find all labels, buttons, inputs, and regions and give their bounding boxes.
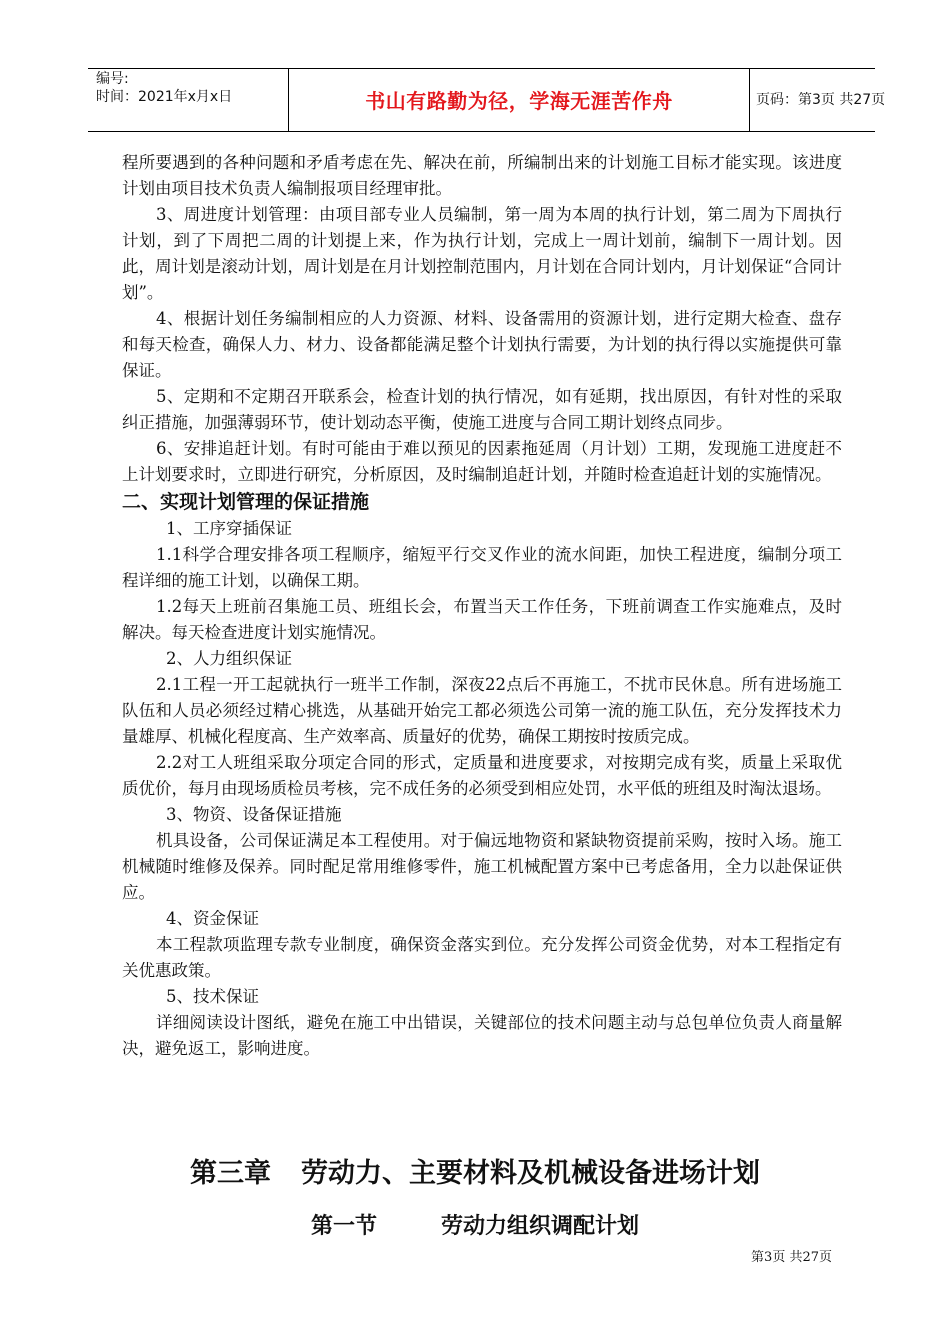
subheading-3: 3、物资、设备保证措施 [166, 805, 342, 824]
header-meta-cell [88, 69, 288, 131]
header-page-cell [748, 69, 886, 131]
document-body [122, 150, 842, 1062]
paragraph-item-3: 3、周进度计划管理：由项目部专业人员编制，第一周为本周的执行计划，第二周为下周执行计划，到了下周把二周的计划提上来，作为执行计划，完成上一周计划前，编制下一周计划。因此，周计划是滚动计划，周计划是在月计划控制范围内，月计划在合同计划内，月计划保证“合同计划”。 [122, 205, 842, 302]
document-time-label: 时间：2021年x月x日 [96, 89, 233, 105]
paragraph-item-5: 5、定期和不定期召开联系会，检查计划的执行情况，如有延期，找出原因，有针对性的采取纠正措施，加强薄弱环节，使计划动态平衡，使施工进度与合同工期计划终点同步。 [122, 387, 842, 432]
header-motto-cell [288, 69, 750, 131]
subheading-2: 2、人力组织保证 [166, 649, 292, 668]
section-title: 劳动力组织调配计划 [441, 1214, 640, 1239]
subheading-5: 5、技术保证 [166, 987, 259, 1006]
paragraph-1-1: 1.1科学合理安排各项工程顺序，缩短平行交叉作业的流水间距，加快工程进度，编制分项工程详细的施工计划，以确保工期。 [122, 545, 842, 590]
section-heading: 二、实现计划管理的保证措施 [122, 491, 370, 513]
paragraph-1-2: 1.2每天上班前召集施工员、班组长会，布置当天工作任务，下班前调查工作实施难点，及时解决。每天检查进度计划实施情况。 [122, 597, 842, 642]
page-header [88, 68, 886, 132]
header-motto: 书山有路勤为径，学海无涯苦作舟 [365, 89, 673, 113]
subheading-1: 1、工序穿插保证 [166, 519, 292, 538]
section-number: 第一节 [310, 1214, 377, 1239]
paragraph-5-body: 详细阅读设计图纸，避免在施工中出错误，关键部位的技术问题主动与总包单位负责人商量解决，避免返工，影响进度。 [122, 1013, 842, 1058]
paragraph-2-1: 2.1工程一开工起就执行一班半工作制，深夜22点后不再施工，不扰市民休息。所有进场施工队伍和人员必须经过精心挑选，从基础开始完工都必须选公司第一流的施工队伍，充分发挥技术力量雄厚、机械化程度高、生产效率高、质量好的优势，确保工期按时按质完成。 [122, 675, 842, 746]
page-footer: 第3页 共27页 [751, 1250, 832, 1265]
section-title-heading [0, 1212, 950, 1242]
paragraph-3-body: 机具设备，公司保证满足本工程使用。对于偏远地物资和紧缺物资提前采购，按时入场。施工机械随时维修及保养。同时配足常用维修零件，施工机械配置方案中已考虑备用，全力以赴保证供应。 [122, 831, 842, 902]
paragraph-item-6: 6、安排追赶计划。有时可能由于难以预见的因素拖延周（月计划）工期，发现施工进度赶不上计划要求时，立即进行研究，分析原因，及时编制追赶计划，并随时检查追赶计划的实施情况。 [122, 439, 842, 484]
document-number-label: 编号: [96, 71, 129, 87]
chapter-heading [0, 1157, 950, 1191]
header-page-info: 页码：第3页 共27页 [756, 92, 886, 108]
chapter-title: 劳动力、主要材料及机械设备进场计划 [301, 1158, 760, 1189]
paragraph-item-4: 4、根据计划任务编制相应的人力资源、材料、设备需用的资源计划，进行定期大检查、盘存和每天检查，确保人力、材力、设备都能满足整个计划执行需要，为计划的执行得以实施提供可靠保证。 [122, 309, 842, 380]
paragraph-4-body: 本工程款项监理专款专业制度，确保资金落实到位。充分发挥公司资金优势，对本工程指定有关优惠政策。 [122, 935, 842, 980]
paragraph-continued: 程所要遇到的各种问题和矛盾考虑在先、解决在前，所编制出来的计划施工目标才能实现。该进度计划由项目技术负责人编制报项目经理审批。 [122, 153, 842, 198]
chapter-number: 第三章 [190, 1158, 271, 1189]
paragraph-2-2: 2.2对工人班组采取分项定合同的形式，定质量和进度要求，对按期完成有奖，质量上采取优质优价，每月由现场质检员考核，完不成任务的必须受到相应处罚，水平低的班组及时淘汰退场。 [122, 753, 842, 798]
subheading-4: 4、资金保证 [166, 909, 259, 928]
